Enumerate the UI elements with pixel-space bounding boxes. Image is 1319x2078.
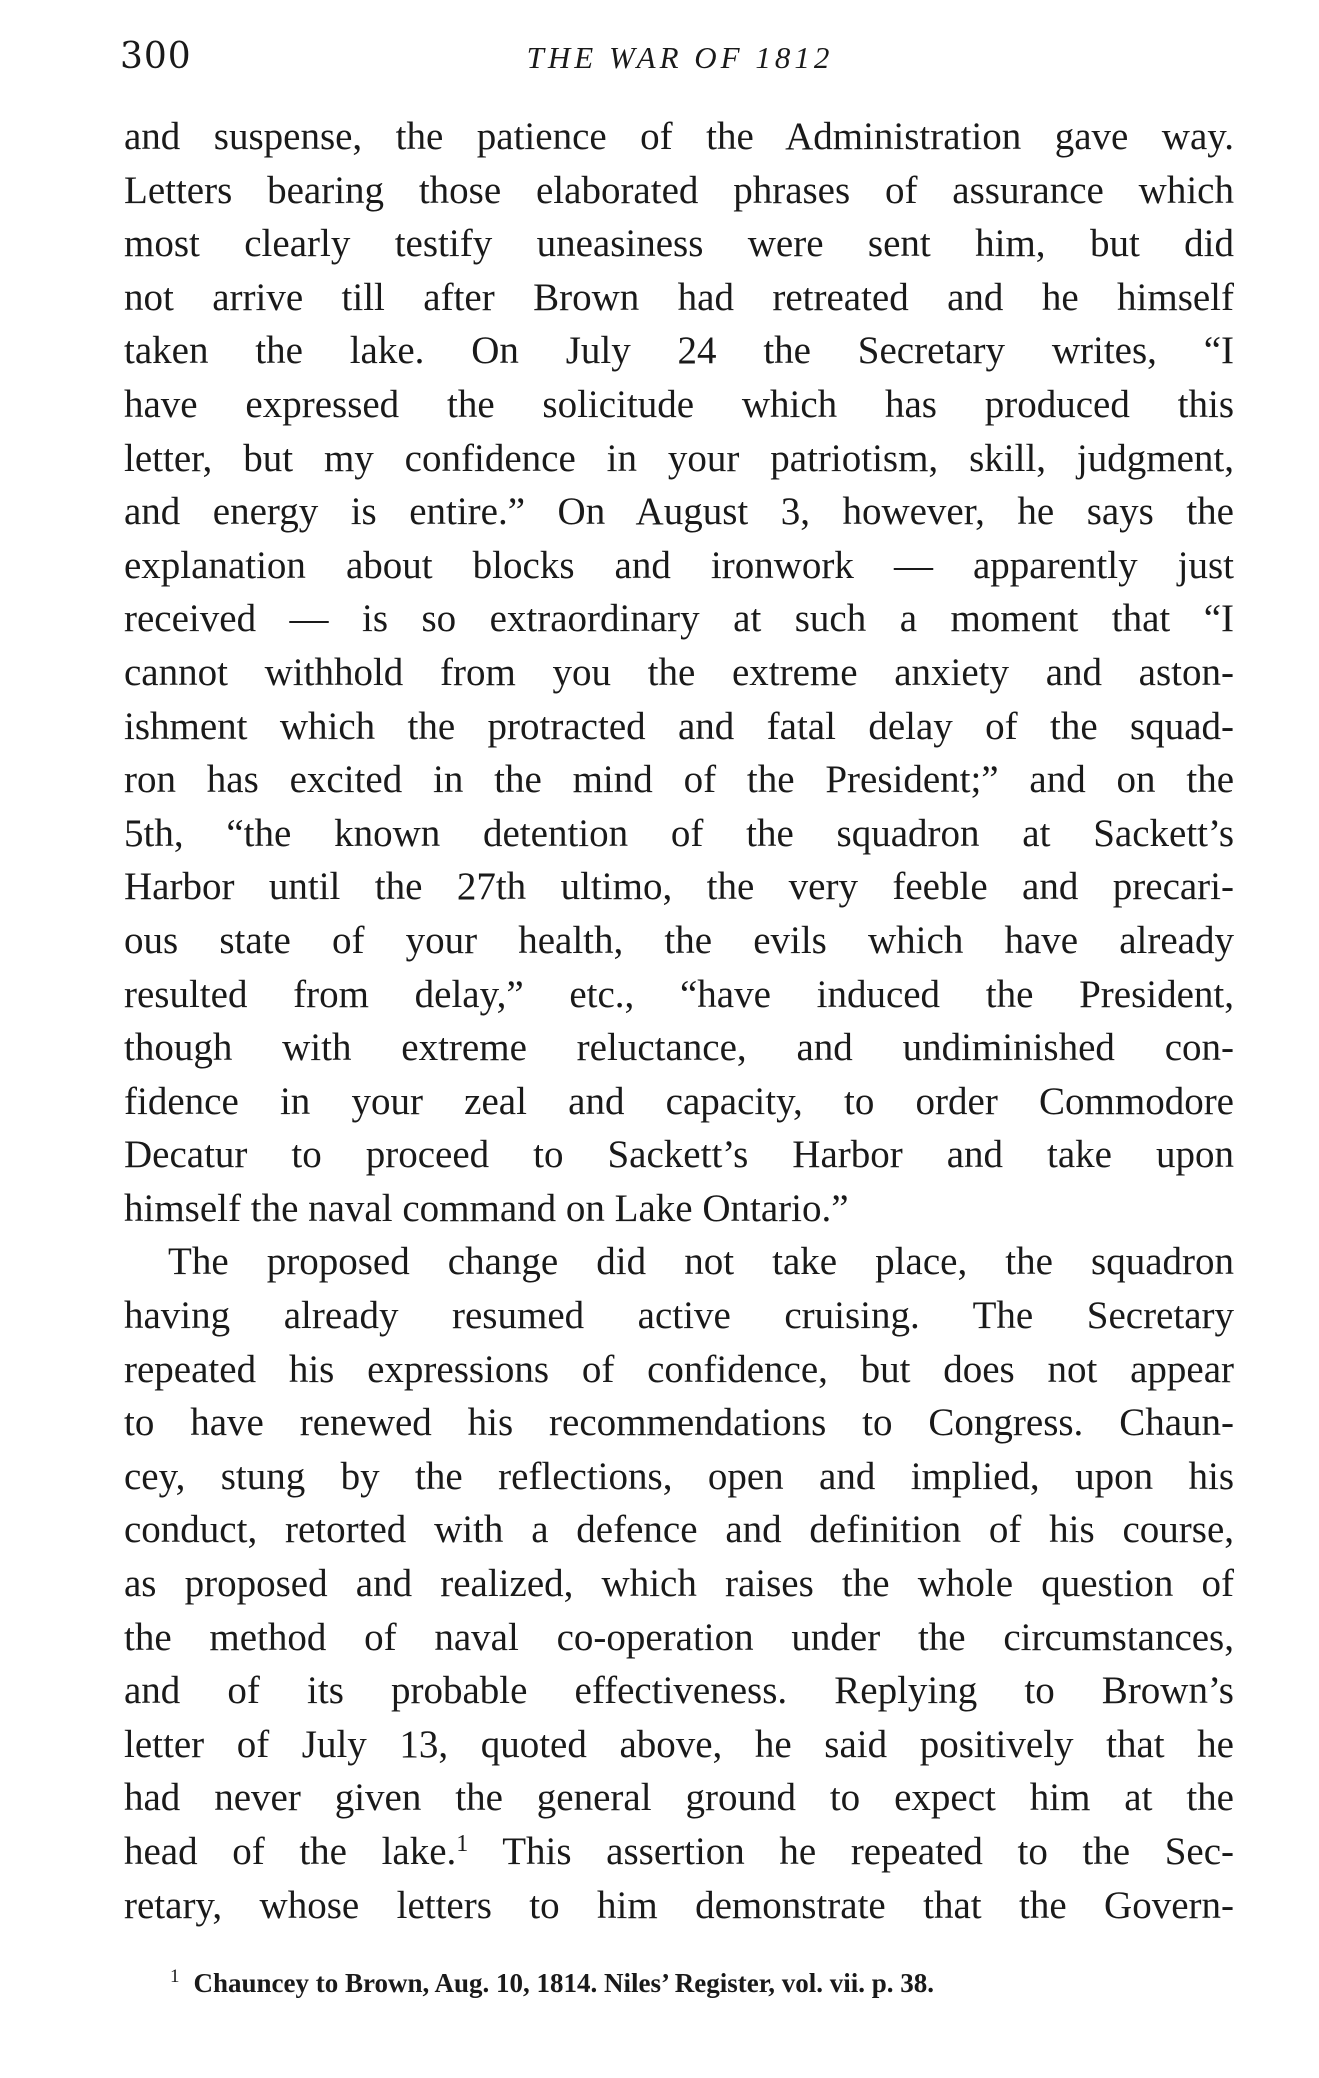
text-line: letter of July 13, quoted above, he said positively that he (124, 1722, 1234, 1766)
body-text (124, 110, 1234, 1932)
text-line: have expressed the solicitude which has produced this (124, 382, 1234, 426)
text-line: conduct, retorted with a defence and definition of his course, (124, 1508, 1234, 1552)
text-line: explanation about blocks and ironwork — apparently just (124, 543, 1234, 587)
footnote-marker: 1 (170, 1966, 180, 1987)
text-segment: This assertion he repeated to the Sec- (468, 1830, 1234, 1873)
text-segment: head of the lake. (124, 1830, 457, 1873)
text-line: had never given the general ground to expect him at the (124, 1776, 1234, 1820)
text-line: retary, whose letters to him demonstrate that the Govern- (124, 1883, 1234, 1927)
text-line: taken the lake. On July 24 the Secretary writes, “I (124, 329, 1234, 373)
paragraph-2 (124, 1235, 1234, 1932)
text-line: the method of naval co-operation under the circumstances, (124, 1615, 1234, 1659)
text-line: cey, stung by the reflections, open and implied, upon his (124, 1454, 1234, 1498)
text-line: ous state of your health, the evils which have already (124, 918, 1234, 962)
text-line: ron has excited in the mind of the President;” and on the (124, 758, 1234, 802)
text-line: to have renewed his recommendations to Congress. Chaun- (124, 1401, 1234, 1445)
page-number: 300 (120, 36, 192, 77)
running-head (120, 36, 1240, 86)
paragraph-1 (124, 110, 1234, 1235)
text-line: and of its probable effectiveness. Replying to Brown’s (124, 1669, 1234, 1713)
text-line: resulted from delay,” etc., “have induced the President, (124, 972, 1234, 1016)
footnote-reference[interactable]: 1 (456, 1831, 469, 1857)
text-line: not arrive till after Brown had retreated and he himself (124, 275, 1234, 319)
text-line: and energy is entire.” On August 3, however, he says the (124, 490, 1234, 534)
text-line: having already resumed active cruising. The Secretary (124, 1294, 1234, 1338)
text-line: letter, but my confidence in your patriotism, skill, judgment, (124, 436, 1234, 480)
text-line: Letters bearing those elaborated phrases of assurance which (124, 168, 1234, 212)
text-line: ishment which the protracted and fatal delay of the squad- (124, 704, 1234, 748)
footnote-text: Chauncey to Brown, Aug. 10, 1814. Niles’ Register, vol. vii. p. 38. (193, 1968, 935, 1998)
text-line: Harbor until the 27th ultimo, the very feeble and precari- (124, 865, 1234, 909)
text-line: as proposed and realized, which raises the whole question of (124, 1562, 1234, 1606)
text-line: The proposed change did not take place, the squadron (168, 1240, 1234, 1284)
text-line: Decatur to proceed to Sackett’s Harbor and take upon (124, 1133, 1234, 1177)
text-line-with-footnote-ref (124, 1825, 1234, 1879)
text-line: cannot withhold from you the extreme anxiety and aston- (124, 650, 1234, 694)
text-line: and suspense, the patience of the Administration gave way. (124, 115, 1234, 158)
text-line: received — is so extraordinary at such a moment that “I (124, 597, 1234, 641)
text-line: repeated his expressions of confidence, but does not appear (124, 1347, 1234, 1391)
text-line: most clearly testify uneasiness were sent him, but did (124, 222, 1234, 266)
text-line: 5th, “the known detention of the squadron at Sackett’s (124, 811, 1234, 855)
running-title: THE WAR OF 1812 (526, 40, 834, 75)
footnote (170, 1966, 1220, 1999)
text-line: though with extreme reluctance, and undiminished con- (124, 1026, 1234, 1070)
text-line: himself the naval command on Lake Ontario.” (124, 1186, 849, 1230)
text-line: fidence in your zeal and capacity, to order Commodore (124, 1079, 1234, 1123)
